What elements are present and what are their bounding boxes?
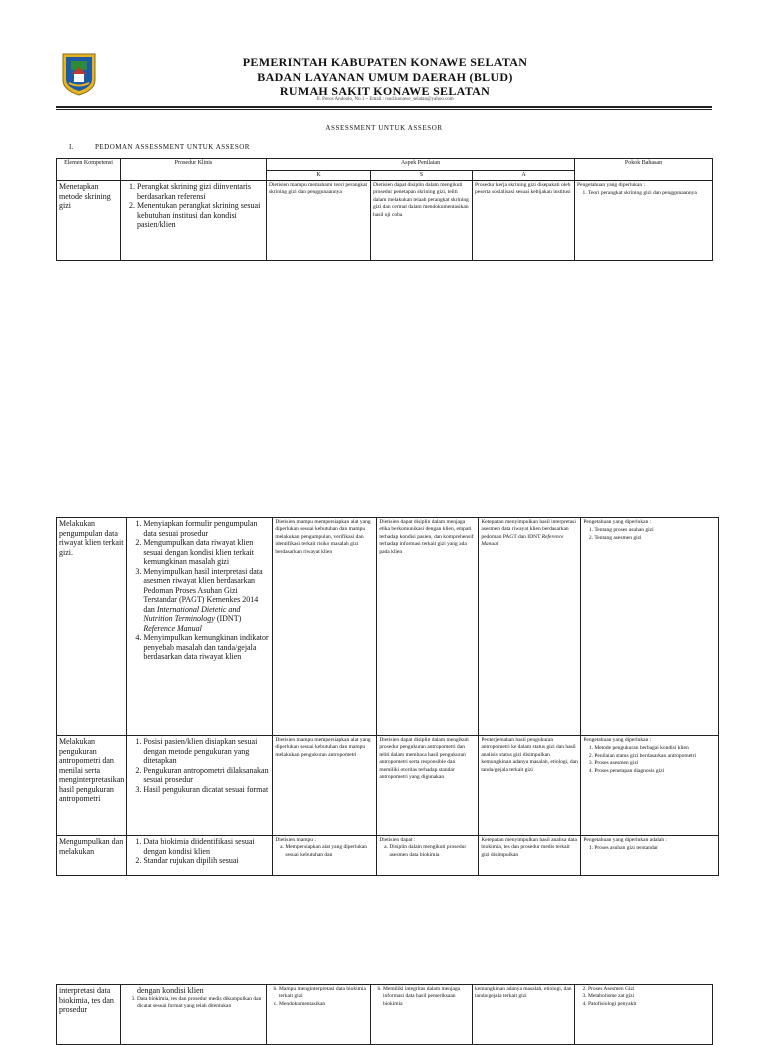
prosedur-item: 1. Perangkat skrining gizi diinventaris berdasarkan referensi	[137, 182, 264, 201]
knowledge-lead: Dietisien mampu :	[275, 837, 316, 843]
prosedur-cell	[127, 736, 273, 836]
reference-manual: Reference Manual	[143, 623, 202, 633]
pokok-cell	[581, 836, 719, 876]
pokok-item: 3. Proses asesmen gizi	[594, 760, 716, 767]
prosedur-item: 1. Menyiapkan formulir pengumpulan data sesuai prosedur	[143, 519, 270, 538]
skill-cell	[377, 836, 479, 876]
prosedur-item: 3. Data biokimia, tes dan prosedur medis dikumpulkan dan dicatat sesuai format yang telah ditentukan	[137, 996, 264, 1011]
knowledge-item: a. Mempersiapkan alat yang diperlukan sesuai kebutuhan dan	[285, 844, 374, 859]
pokok-item: 1. Teori perangkat skrining gizi dan penggunaannya	[588, 190, 710, 197]
header-address: Jl. Poros Andoolo, No.1 – Email : rsud.konawe_selatan@yahoo.com	[316, 97, 454, 102]
knowledge-item: b. Mampu menginterpretasi data biokimia terkait gizi	[279, 986, 368, 1001]
pokok-lead: Pengetahuan yang diperlukan :	[583, 737, 652, 743]
header-pokok: Pokok Bahasan	[575, 159, 713, 181]
knowledge-cell: Dietisien mampu mempersiapkan alat yang diperlukan sesuai kebutuhan dan mampu melakukan pengukuran antropometri	[273, 736, 377, 836]
header-government-line: PEMERINTAH KABUPATEN KONAWE SELATAN	[242, 55, 528, 69]
assessment-table-next-page	[56, 984, 713, 1045]
elemen-cell: Melakukan pengukuran antropometri dan menilai serta menginterpretasikan hasil pengukuran antropometri	[57, 736, 127, 836]
regency-emblem-logo	[60, 52, 98, 96]
pokok-item: 4. Patofisiologi penyakit	[588, 1001, 710, 1008]
table-row	[57, 181, 713, 261]
skill-item: a. Disiplin dalam mengikuti prosedur asesmen data biokimia	[389, 844, 476, 859]
prosedur-cell	[121, 985, 267, 1045]
pokok-cell	[581, 518, 719, 736]
skill-cell: Dietisien dapat disiplin dalam menjaga etika berkomunikasi dengan klien, empati terhadap kondisi pasien, dan komprehensif terhadap informasi terkait gizi yang ada pada klien	[377, 518, 479, 736]
pokok-item: 4. Proses penetapan diagnosis gizi	[594, 768, 716, 775]
attitude-cell: Ketepatan menyimpulkan hasil analisa data biokimia, tes dan prosedur medis terkait gizi disimpulkan	[479, 836, 581, 876]
elemen-cell: Menetapkan metode skrining gizi	[57, 181, 121, 261]
skill-lead: Dietisien dapat :	[379, 837, 416, 843]
document-title: ASSESSMENT UNTUK ASSESOR	[325, 124, 443, 132]
prosedur-item: 2. Mengumpulkan data riwayat klien sesuai dengan kondisi klien terkait kemungkinan masalah gizi	[143, 538, 270, 567]
header-divider-thick	[56, 106, 712, 108]
pokok-item: 1. Proses asuhan gizi terstandar	[594, 845, 716, 852]
knowledge-cell: Dietisien mampu mempersiapkan alat yang diperlukan sesuai kebutuhan dan mampu melakukan pengumpulan, verifikasi dan identifikasi terkait risiko masalah gizi berdasarkan riwayat klien	[273, 518, 377, 736]
knowledge-cell	[273, 836, 377, 876]
prosedur-cell	[121, 181, 267, 261]
table-row	[57, 985, 713, 1045]
header-k: K	[267, 171, 371, 181]
skill-cell	[371, 985, 473, 1045]
pokok-cell	[575, 985, 713, 1045]
prosedur-item: 1. Posisi pasien/klien disiapkan sesuai dengan metode pengukuran yang ditetapkan	[143, 737, 270, 766]
header-agency-line: BADAN LAYANAN UMUM DAERAH (BLUD)	[257, 70, 513, 84]
elemen-cell: Mengumpulkan dan melakukan	[57, 836, 127, 876]
assessment-table-continued	[56, 517, 719, 876]
prosedur-continued-text: dengan kondisi klien	[137, 986, 204, 995]
attitude-cell	[479, 518, 581, 736]
header-elemen: Elemen Kompetensi	[57, 159, 121, 181]
prosedur-item	[143, 567, 270, 634]
table-row	[57, 836, 719, 876]
pokok-lead: Pengetahuan yang diperlukan adalah :	[583, 837, 668, 843]
prosedur-item: 2. Standar rujukan dipilih sesuai	[143, 856, 270, 866]
assessment-table	[56, 158, 713, 261]
prosedur-item: 3. Hasil pengukuran dicatat sesuai format	[143, 785, 270, 795]
attitude-text: Ketepatan menyimpulkan hasil interpretasi asesmen data riwayat klien berdasarkan pedoman PAGT dan IDNT	[481, 519, 576, 540]
section-title: PEDOMAN ASSESSMENT UNTUK ASSESOR	[95, 143, 250, 151]
attitude-cell: kemungkinan adanya masalah, etiologi, dan tanda/gejala terkait gizi	[473, 985, 575, 1045]
pokok-item: 1. Metode pengukuran berbagai kondisi klien	[594, 745, 716, 752]
knowledge-cell	[267, 985, 371, 1045]
pokok-cell	[575, 181, 713, 261]
prosedur-cell	[127, 518, 273, 736]
reference-manual: Reference Manual	[481, 533, 564, 548]
idnt-term: International Dietetic and Nutrition Terminology	[143, 604, 241, 623]
skill-cell: Dietisien dapat disiplin dalam mengikuti prosedur pengukuran antropometri dan teliti dalam membaca hasil pengukuran antropometri serta responsible dan memiliki otoritas terhadap standar antropometri yang digunakan	[377, 736, 479, 836]
skill-item: b. Memiliki integritas dalam menjaga informasi data hasil pemeriksaan biokimia	[383, 986, 470, 1008]
pokok-cell	[581, 736, 719, 836]
idnt-abbrev: (IDNT)	[216, 614, 242, 623]
table-row	[57, 518, 719, 736]
pokok-item: 3. Metabolisme zat gizi	[588, 993, 710, 1000]
pokok-item: 2. Tentang asesmen gizi	[594, 535, 716, 542]
pokok-item: 1. Tentang proses asuhan gizi	[594, 527, 716, 534]
elemen-cell: Melakukan pengumpulan data riwayat klien terkait gizi.	[57, 518, 127, 736]
pokok-item: 2. Penilaian status gizi berdasarkan antropometri	[594, 753, 716, 760]
pokok-item: 2. Proses Asesmen Gizi	[588, 986, 710, 993]
header-prosedur: Prosedur Klinis	[121, 159, 267, 181]
knowledge-item: c. Mendokumentasikan	[279, 1001, 368, 1008]
skill-cell: Dietisien dapat disiplin dalam mengikuti prosedur penetapan skrining gizi, teliti dalam melakukan telaah perangkat skrining gizi dan cermat dalam mendokumentasikan hasil uji coba	[371, 181, 473, 261]
header-divider-thin	[56, 109, 712, 110]
prosedur-text: Menyimpulkan hasil interpretasi data asesmen riwayat klien berdasarkan Pedoman Proses Asuhan Gizi Terstandar (PAGT) Kemenkes 2014 dan	[143, 566, 263, 614]
prosedur-cell	[127, 836, 273, 876]
prosedur-item: 4. Menyimpulkan kemungkinan indikator penyebab masalah dan tanda/gejala berdasarkan data riwayat klien	[143, 633, 270, 662]
header-a: A	[473, 171, 575, 181]
pokok-lead: Pengetahuan yang diperlukan :	[577, 182, 645, 188]
attitude-cell: Prosedur kerja skrining gizi disepakati oleh peserta sosialisasi sesuai kebijakan institusi	[473, 181, 575, 261]
header-hospital-line: RUMAH SAKIT KONAWE SELATAN	[279, 84, 491, 98]
prosedur-item: 1. Data biokimia diidentifikasi sesuai dengan kondisi klien	[143, 837, 270, 856]
header-s: S	[371, 171, 473, 181]
knowledge-cell: Dietisien mampu memahami teori perangkat skrining gizi dan penggunaannya	[267, 181, 371, 261]
pokok-lead: Pengetahuan yang diperlukan :	[583, 519, 652, 525]
prosedur-item: 2. Pengukuran antropometri dilaksanakan sesuai prosedur	[143, 766, 270, 785]
attitude-cell: Penterjemahan hasil pengukuran antropometri ke dalam status gizi dan hasil analisis status gizi disimpulkan kemungkinan adanya masalah, etiologi, dan tanda/gejala terkait gizi	[479, 736, 581, 836]
prosedur-item: 2. Menentukan perangkat skrining sesuai kebutuhan institusi dan kondisi pasien/klien	[137, 201, 264, 230]
table-row	[57, 736, 719, 836]
header-aspek: Aspek Penilaian	[267, 159, 575, 171]
section-number: I.	[69, 143, 74, 151]
elemen-cell: interpretasi data biokimia, tes dan prosedur	[57, 985, 121, 1045]
